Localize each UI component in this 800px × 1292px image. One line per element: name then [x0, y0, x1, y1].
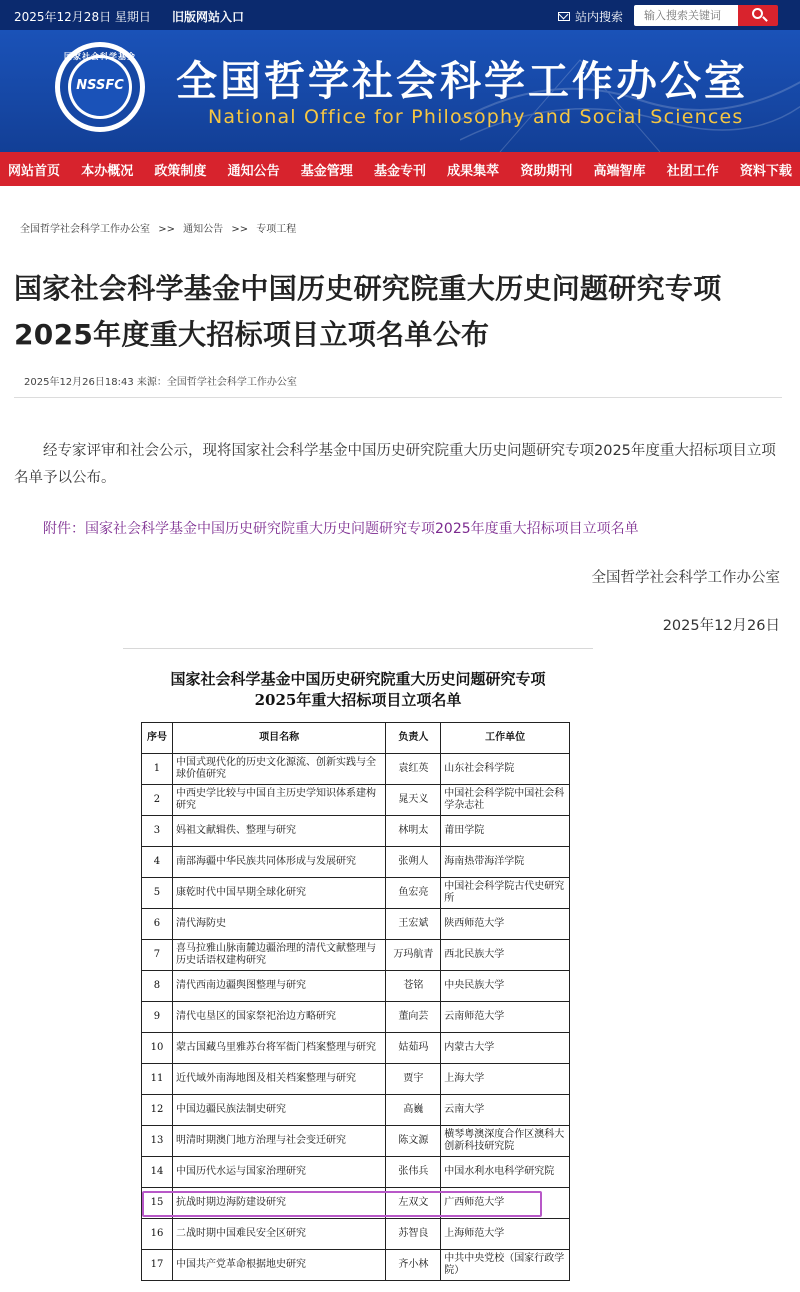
table-header-row — [142, 723, 570, 754]
mail-icon — [558, 12, 570, 21]
breadcrumb-special-projects[interactable]: 专项工程 — [256, 224, 297, 235]
project-name: 清代海防史 — [172, 909, 385, 940]
site-search-label — [558, 8, 623, 25]
document-title — [123, 669, 593, 711]
principal-investigator: 张伟兵 — [386, 1157, 441, 1188]
nav-item-achievements[interactable]: 成果集萃 — [447, 163, 500, 179]
row-number: 5 — [142, 878, 173, 909]
signature-org: 全国哲学社会科学工作办公室 — [591, 570, 780, 586]
site-header — [0, 30, 800, 152]
row-number: 14 — [142, 1157, 173, 1188]
table-row — [142, 1157, 570, 1188]
project-name: 中西史学比较与中国自主历史学知识体系建构研究 — [172, 785, 385, 816]
table-row — [142, 1002, 570, 1033]
nav-item-think-tanks[interactable]: 高端智库 — [593, 163, 646, 179]
principal-investigator: 陈文源 — [386, 1126, 441, 1157]
table-row — [142, 1033, 570, 1064]
table-row — [142, 971, 570, 1002]
breadcrumb-home[interactable]: 全国哲学社会科学工作办公室 — [20, 224, 150, 235]
project-list-table — [141, 722, 570, 1281]
nav-item-societies[interactable]: 社团工作 — [666, 163, 719, 179]
table-row — [142, 1188, 570, 1219]
work-unit: 上海师范大学 — [441, 1219, 570, 1250]
table-row — [142, 940, 570, 971]
row-number: 2 — [142, 785, 173, 816]
principal-investigator: 林明太 — [386, 816, 441, 847]
document-title-line1: 国家社会科学基金中国历史研究院重大历史问题研究专项 — [170, 670, 546, 688]
nav-item-notices[interactable]: 通知公告 — [227, 163, 280, 179]
site-search-text: 站内搜索 — [575, 10, 624, 24]
principal-investigator: 苍铭 — [386, 971, 441, 1002]
work-unit: 中央民族大学 — [441, 971, 570, 1002]
site-title-cn: 全国哲学社会科学工作办公室 — [176, 57, 748, 105]
top-utility-bar — [0, 0, 800, 30]
principal-investigator: 贾宇 — [386, 1064, 441, 1095]
work-unit: 广西师范大学 — [441, 1188, 570, 1219]
principal-investigator: 王宏斌 — [386, 909, 441, 940]
old-site-link[interactable]: 旧版网站入口 — [172, 10, 245, 24]
row-number: 8 — [142, 971, 173, 1002]
work-unit: 中国水利水电科学研究院 — [441, 1157, 570, 1188]
row-number: 16 — [142, 1219, 173, 1250]
header-organization: 工作单位 — [441, 723, 570, 754]
project-name: 中国边疆民族法制史研究 — [172, 1095, 385, 1126]
table-row — [142, 1219, 570, 1250]
attachment-link[interactable]: 附件：国家社会科学基金中国历史研究院重大历史问题研究专项2025年度重大招标项目立项名单 — [43, 521, 639, 537]
principal-investigator: 晁天义 — [386, 785, 441, 816]
article-title: 国家社会科学基金中国历史研究院重大历史问题研究专项2025年度重大招标项目立项名单公布 — [14, 272, 722, 351]
table-row — [142, 878, 570, 909]
work-unit: 内蒙古大学 — [441, 1033, 570, 1064]
attachment-document-image — [123, 648, 593, 1292]
project-name: 中国共产党革命根据地史研究 — [172, 1250, 385, 1281]
article-body: 经专家评审和社会公示，现将国家社会科学基金中国历史研究院重大历史问题研究专项2025年度重大招标项目立项名单予以公布。 — [14, 443, 776, 486]
site-title-en: National Office for Philosophy and Social Sciences — [208, 106, 744, 128]
principal-investigator: 齐小林 — [386, 1250, 441, 1281]
work-unit: 中国社会科学院古代史研究所 — [441, 878, 570, 909]
emblem-arc-text: 国家社会科学基金 — [64, 52, 136, 61]
nav-item-fund-journal[interactable]: 基金专刊 — [373, 163, 426, 179]
work-unit: 中国社会科学院中国社会科学杂志社 — [441, 785, 570, 816]
table-row — [142, 847, 570, 878]
work-unit: 陕西师范大学 — [441, 909, 570, 940]
row-number: 10 — [142, 1033, 173, 1064]
project-name: 清代屯垦区的国家祭祀治边方略研究 — [172, 1002, 385, 1033]
work-unit: 山东社会科学院 — [441, 754, 570, 785]
project-name: 清代西南边疆舆图整理与研究 — [172, 971, 385, 1002]
header-person: 负责人 — [386, 723, 441, 754]
row-number: 4 — [142, 847, 173, 878]
table-row — [142, 1250, 570, 1281]
table-row — [142, 785, 570, 816]
principal-investigator: 鱼宏亮 — [386, 878, 441, 909]
project-name: 妈祖文献辑佚、整理与研究 — [172, 816, 385, 847]
project-name: 抗战时期边海防建设研究 — [172, 1188, 385, 1219]
search-button[interactable] — [738, 5, 778, 26]
document-title-line2: 2025年重大招标项目立项名单 — [254, 691, 462, 709]
row-number: 6 — [142, 909, 173, 940]
row-number: 13 — [142, 1126, 173, 1157]
search-input[interactable] — [634, 5, 738, 26]
breadcrumb — [20, 220, 296, 235]
project-name: 喜马拉雅山脉南麓边疆治理的清代文献整理与历史话语权建构研究 — [172, 940, 385, 971]
divider — [14, 397, 782, 398]
principal-investigator: 苏智良 — [386, 1219, 441, 1250]
principal-investigator: 高巍 — [386, 1095, 441, 1126]
work-unit: 云南师范大学 — [441, 1002, 570, 1033]
project-name: 明清时期澳门地方治理与社会变迁研究 — [172, 1126, 385, 1157]
nssfc-emblem-logo[interactable] — [55, 42, 145, 132]
nav-item-downloads[interactable]: 资料下载 — [739, 163, 792, 179]
row-number: 7 — [142, 940, 173, 971]
table-row — [142, 754, 570, 785]
search-icon — [752, 8, 763, 19]
project-name: 蒙古国藏乌里雅苏台将军衙门档案整理与研究 — [172, 1033, 385, 1064]
work-unit: 中共中央党校（国家行政学院） — [441, 1250, 570, 1281]
nav-item-fund-management[interactable]: 基金管理 — [300, 163, 353, 179]
breadcrumb-separator: >> — [158, 224, 175, 235]
work-unit: 西北民族大学 — [441, 940, 570, 971]
work-unit: 上海大学 — [441, 1064, 570, 1095]
work-unit: 莆田学院 — [441, 816, 570, 847]
row-number: 9 — [142, 1002, 173, 1033]
current-date: 2025年12月28日 星期日 — [14, 10, 151, 24]
table-row — [142, 1064, 570, 1095]
project-name: 二战时期中国难民安全区研究 — [172, 1219, 385, 1250]
header-no: 序号 — [142, 723, 173, 754]
principal-investigator: 袁红英 — [386, 754, 441, 785]
breadcrumb-separator: >> — [231, 224, 249, 235]
principal-investigator: 姑茹玛 — [386, 1033, 441, 1064]
table-row — [142, 816, 570, 847]
principal-investigator: 左双文 — [386, 1188, 441, 1219]
table-row — [142, 1095, 570, 1126]
row-number: 12 — [142, 1095, 173, 1126]
nav-item-about[interactable]: 本办概况 — [81, 163, 134, 179]
work-unit: 海南热带海洋学院 — [441, 847, 570, 878]
nav-item-funded-journals[interactable]: 资助期刊 — [520, 163, 573, 179]
breadcrumb-notices[interactable]: 通知公告 — [183, 224, 224, 235]
row-number: 11 — [142, 1064, 173, 1095]
emblem-abbr: NSSFC — [76, 78, 124, 93]
principal-investigator: 董向芸 — [386, 1002, 441, 1033]
project-name: 中国式现代化的历史文化源流、创新实践与全球价值研究 — [172, 754, 385, 785]
table-row — [142, 1126, 570, 1157]
header-project-name: 项目名称 — [172, 723, 385, 754]
project-name: 中国历代水运与国家治理研究 — [172, 1157, 385, 1188]
nav-item-policy[interactable]: 政策制度 — [154, 163, 207, 179]
principal-investigator: 万玛航青 — [386, 940, 441, 971]
article-meta: 2025年12月26日18:43 来源：全国哲学社会科学工作办公室 — [24, 377, 297, 388]
nav-item-home[interactable]: 网站首页 — [8, 163, 61, 179]
project-name: 南部海疆中华民族共同体形成与发展研究 — [172, 847, 385, 878]
row-number: 3 — [142, 816, 173, 847]
signature-date: 2025年12月26日 — [662, 618, 780, 634]
main-nav — [0, 152, 800, 186]
row-number: 17 — [142, 1250, 173, 1281]
principal-investigator: 张朔人 — [386, 847, 441, 878]
work-unit: 云南大学 — [441, 1095, 570, 1126]
project-name: 康乾时代中国早期全球化研究 — [172, 878, 385, 909]
project-name: 近代域外南海地图及相关档案整理与研究 — [172, 1064, 385, 1095]
row-number: 1 — [142, 754, 173, 785]
work-unit: 横琴粤澳深度合作区澳科大创新科技研究院 — [441, 1126, 570, 1157]
row-number: 15 — [142, 1188, 173, 1219]
table-row — [142, 909, 570, 940]
